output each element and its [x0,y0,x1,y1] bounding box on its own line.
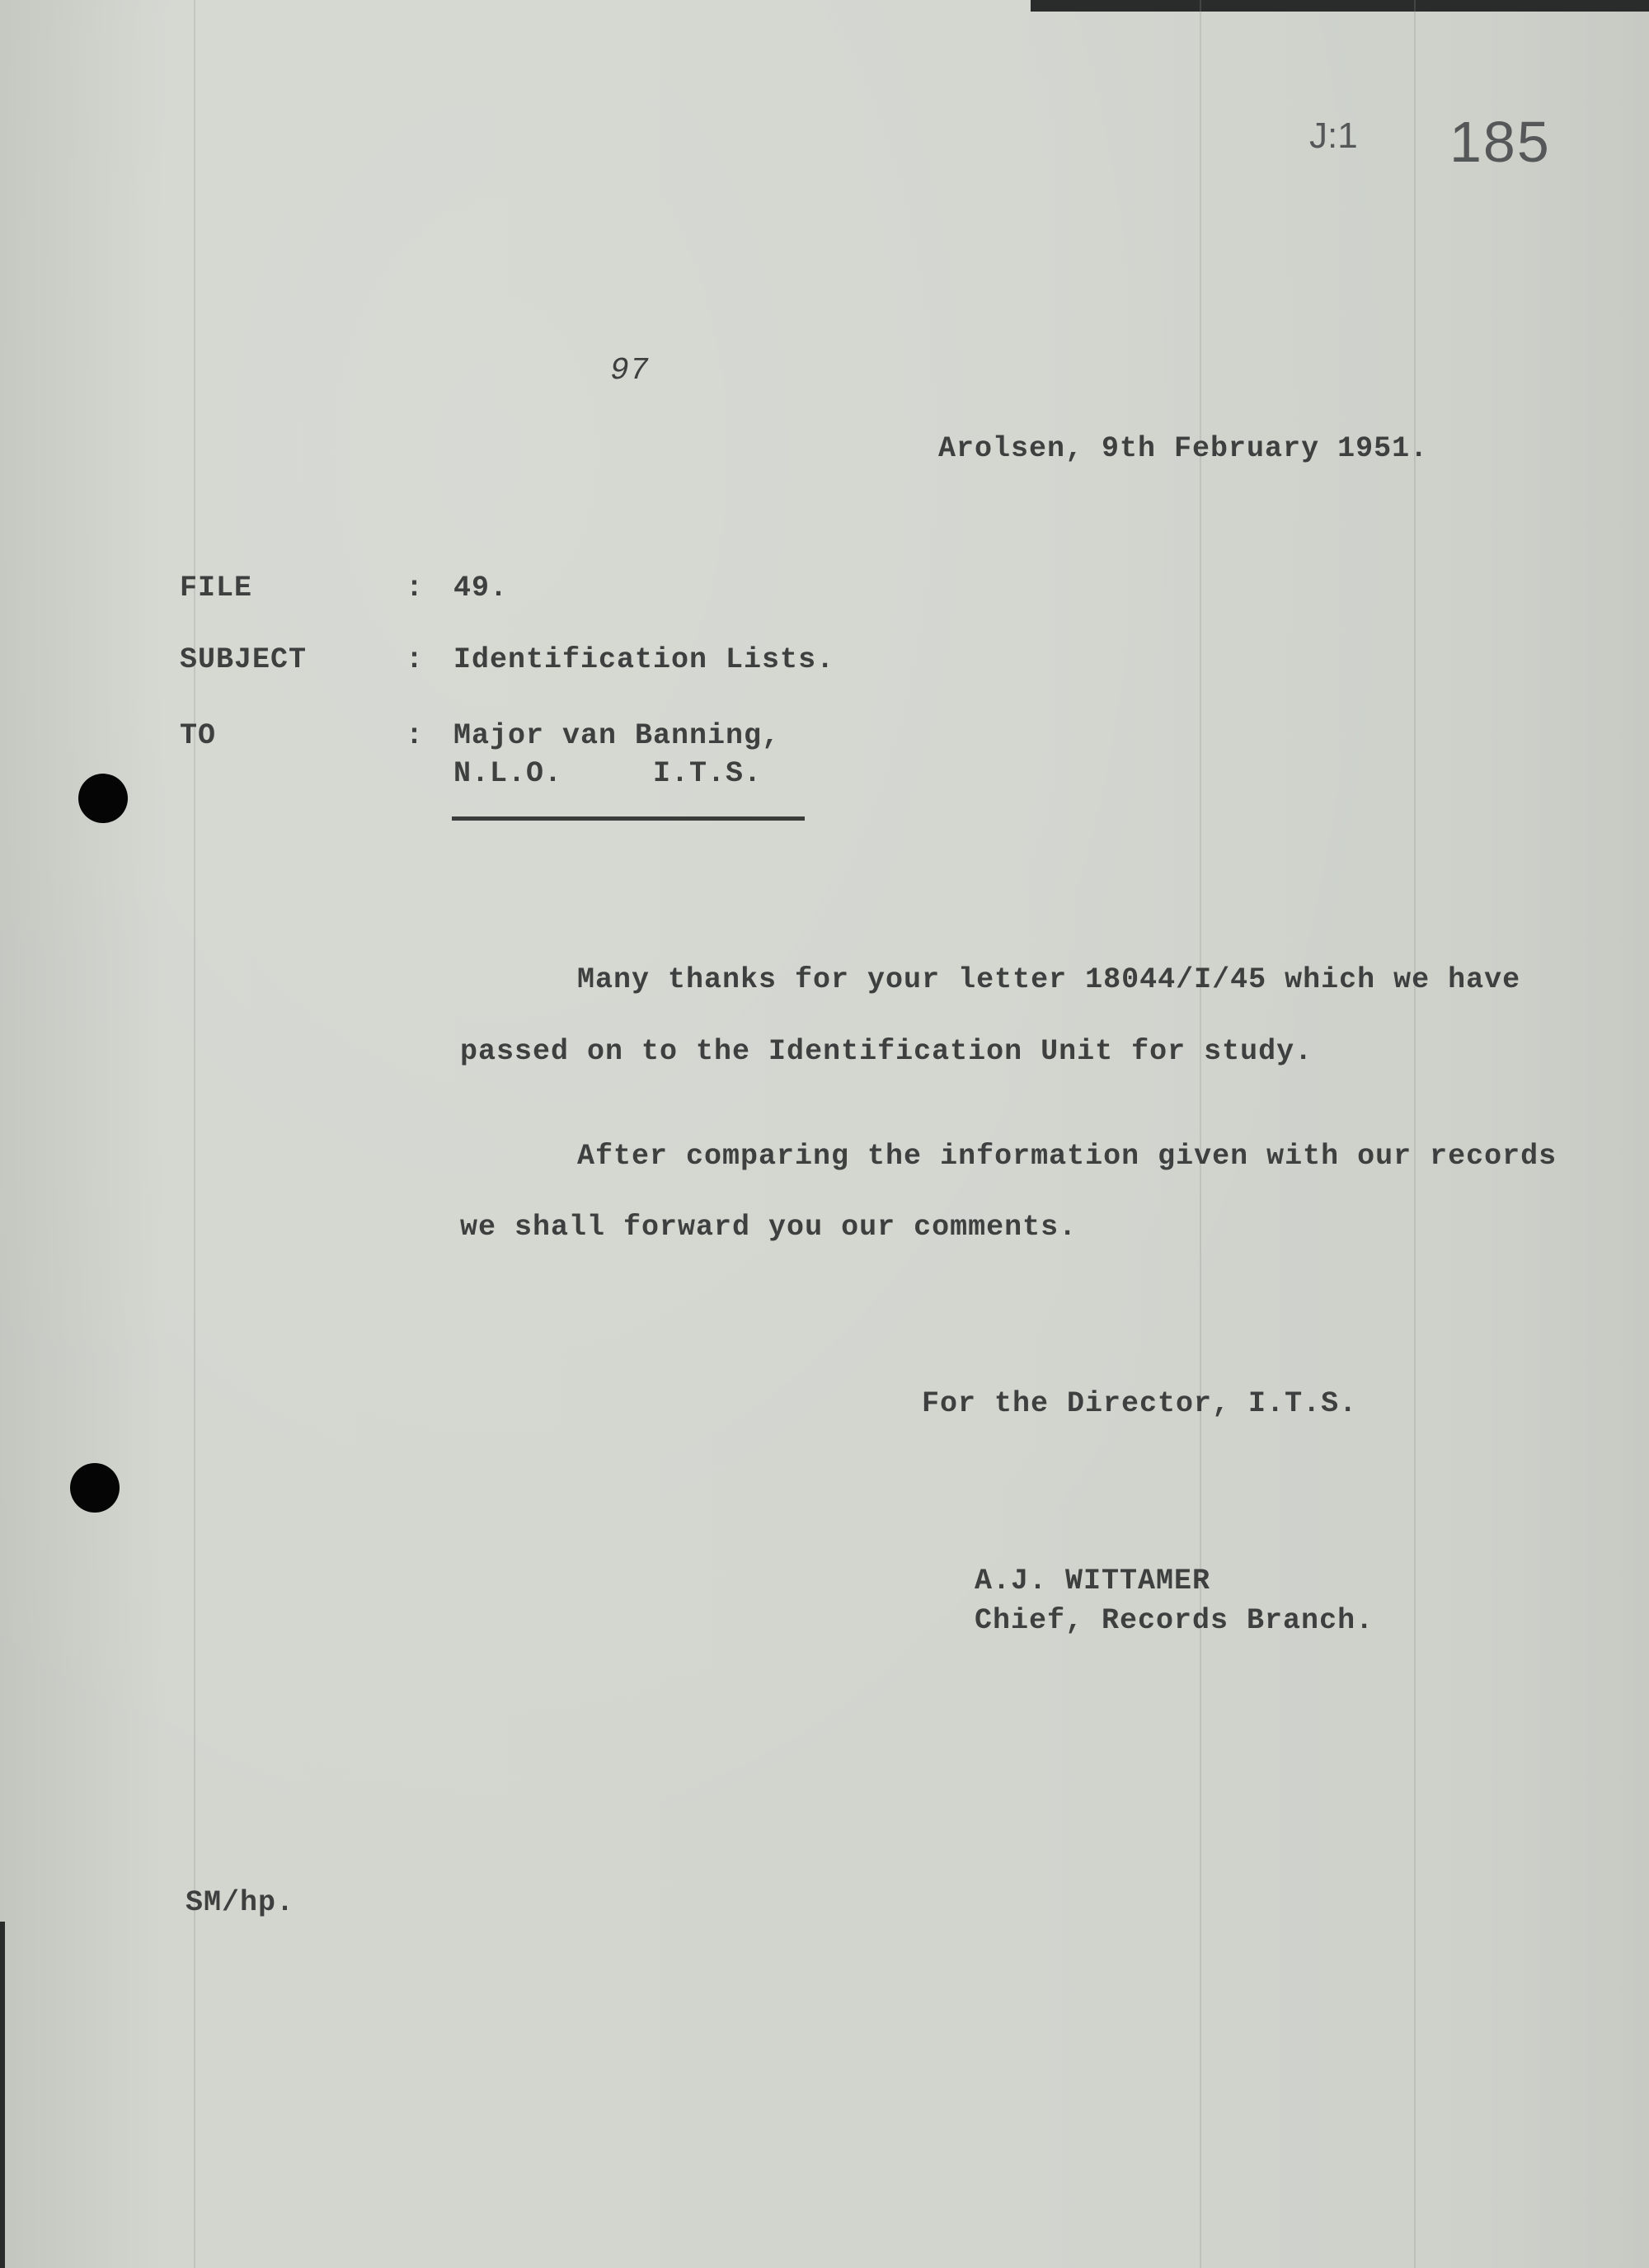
to-recipient-line2: N.L.O. I.T.S. [453,757,763,790]
paper-fold-line [194,0,195,2268]
punch-hole-bottom [70,1463,120,1513]
reference-number: 97 [610,353,650,388]
closing-line: For the Director, I.T.S. [922,1387,1358,1420]
subject-separator: : [406,643,425,676]
archive-page-number: 185 [1449,110,1551,174]
to-recipient-line1: Major van Banning, [453,719,781,752]
punch-hole-top [78,774,128,823]
to-separator: : [406,719,425,752]
paper-fold-line [1200,0,1201,2268]
to-label: TO [180,719,217,752]
subject-value: Identification Lists. [453,643,835,676]
signatory-title: Chief, Records Branch. [975,1604,1374,1637]
body-paragraph1-line2: passed on to the Identification Unit for study. [460,1035,1313,1068]
body-paragraph2-line2: we shall forward you our comments. [460,1211,1078,1244]
body-paragraph2-line1: After comparing the information given with our records [577,1140,1557,1173]
paper-fold-line [1414,0,1416,2268]
body-paragraph1-line1: Many thanks for your letter 18044/I/45 which we have [577,963,1521,996]
file-separator: : [406,572,425,605]
signatory-name: A.J. WITTAMER [975,1565,1211,1597]
subject-label: SUBJECT [180,643,308,676]
typist-initials: SM/hp. [186,1886,295,1919]
file-value: 49. [453,572,509,605]
archive-stamp-prefix: J:1 [1309,115,1358,156]
header-underline [452,816,805,821]
scan-edge-left [0,1922,5,2268]
scan-edge-top [1031,0,1649,12]
file-label: FILE [180,572,253,605]
place-date: Arolsen, 9th February 1951. [938,432,1429,465]
